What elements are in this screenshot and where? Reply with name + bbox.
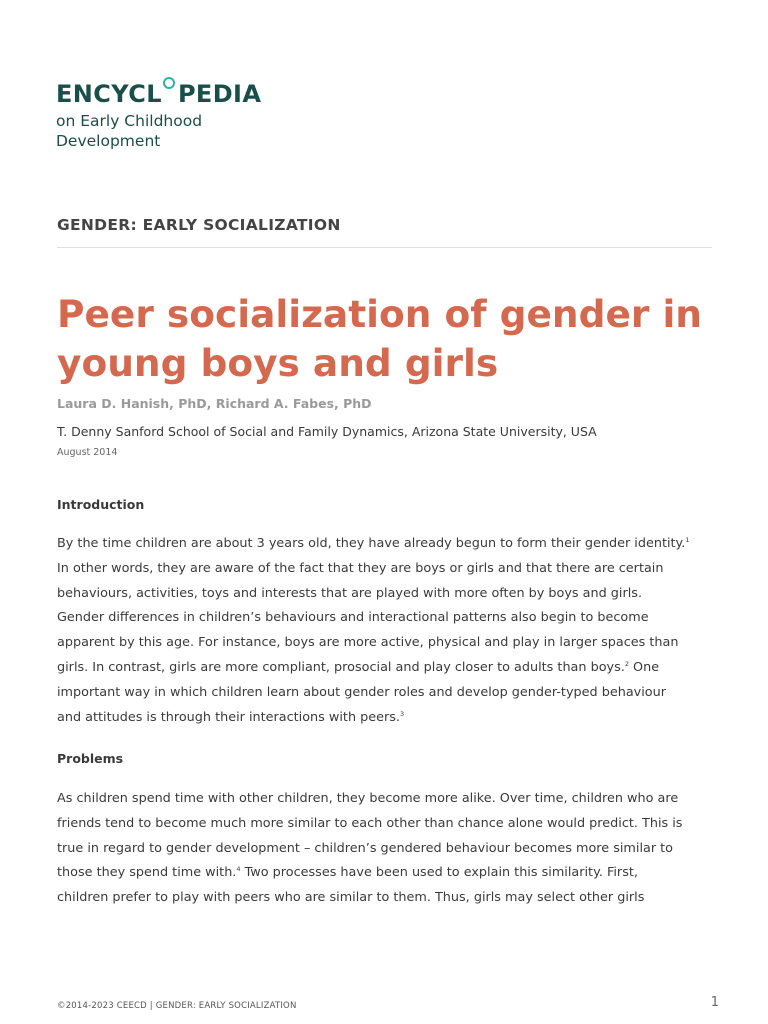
section-label: GENDER: EARLY SOCIALIZATION: [57, 216, 341, 234]
line-text: those they spend time with.: [57, 865, 237, 881]
logo-o-circle-icon: [162, 80, 178, 102]
logo-subtitle-line-2: Development: [56, 132, 161, 150]
authors: Laura D. Hanish, PhD, Richard A. Fabes, PhD: [57, 396, 372, 411]
line-text-continued: One: [628, 659, 660, 675]
logo-wordmark: [56, 80, 262, 108]
line-text: and attitudes is through their interactions with peers.: [57, 709, 400, 725]
text-line: [57, 606, 717, 631]
text-line: [57, 631, 717, 656]
introduction-heading: Introduction: [57, 497, 145, 512]
line-text: As children spend time with other children, they become more alike. Over time, children who are: [57, 791, 679, 806]
text-line: [57, 681, 717, 706]
affiliation: T. Denny Sanford School of Social and Family Dynamics, Arizona State University, USA: [57, 424, 597, 439]
line-text: Gender differences in children’s behaviours and interactional patterns also begin to become: [57, 610, 649, 626]
line-text: friends tend to become much more similar to each other than chance alone would predict. This is: [57, 815, 683, 831]
line-text: apparent by this age. For instance, boys are more active, physical and play in larger spaces than: [57, 635, 679, 651]
text-line: [57, 787, 717, 812]
line-text: By the time children are about 3 years old, they have already begun to form their gender identity.: [57, 536, 686, 551]
footnote-ref[interactable]: 2: [624, 659, 629, 668]
text-line: [57, 886, 717, 911]
problems-paragraph: [57, 787, 717, 911]
footer-text: ©2014-2023 CEECD | GENDER: EARLY SOCIALIZATION: [57, 1001, 297, 1011]
footnote-ref[interactable]: 1: [685, 536, 690, 544]
logo-word-part-2: PEDIA: [177, 80, 262, 108]
footnote-ref[interactable]: 4: [236, 865, 241, 874]
divider: [57, 247, 712, 248]
page-number: 1: [710, 995, 719, 1010]
publication-date: August 2014: [57, 447, 118, 458]
introduction-paragraph: [57, 532, 717, 730]
line-text-continued: Two processes have been used to explain this similarity. First,: [240, 865, 638, 881]
text-line: [57, 557, 717, 582]
text-line: [57, 812, 717, 837]
problems-heading: Problems: [57, 751, 124, 766]
line-text: true in regard to gender development – children’s gendered behaviour becomes more similar to: [57, 840, 674, 856]
logo-subtitle-line-1: on Early Childhood: [56, 112, 203, 130]
text-line: [57, 837, 717, 862]
logo-word-part-1: ENCYCL: [56, 80, 162, 108]
encyclopedia-logo: [56, 80, 262, 151]
line-text: children prefer to play with peers who are similar to them. Thus, girls may select other girls: [57, 890, 645, 906]
footnote-ref[interactable]: 3: [400, 709, 405, 718]
line-text: behaviours, activities, toys and interests that are played with more often by boys and girls.: [57, 585, 643, 601]
text-line: [57, 656, 717, 681]
line-text: important way in which children learn about gender roles and develop gender-typed behaviour: [57, 684, 666, 700]
line-text: girls. In contrast, girls are more compliant, prosocial and play closer to adults than boys.: [57, 659, 625, 675]
line-text: In other words, they are aware of the fact that they are boys or girls and that there are certain: [57, 560, 664, 576]
text-line: [57, 706, 717, 731]
text-line: [57, 582, 717, 607]
text-line: [57, 861, 717, 886]
text-line: [57, 532, 717, 557]
article-title: Peer socialization of gender in young boys and girls: [57, 292, 702, 385]
